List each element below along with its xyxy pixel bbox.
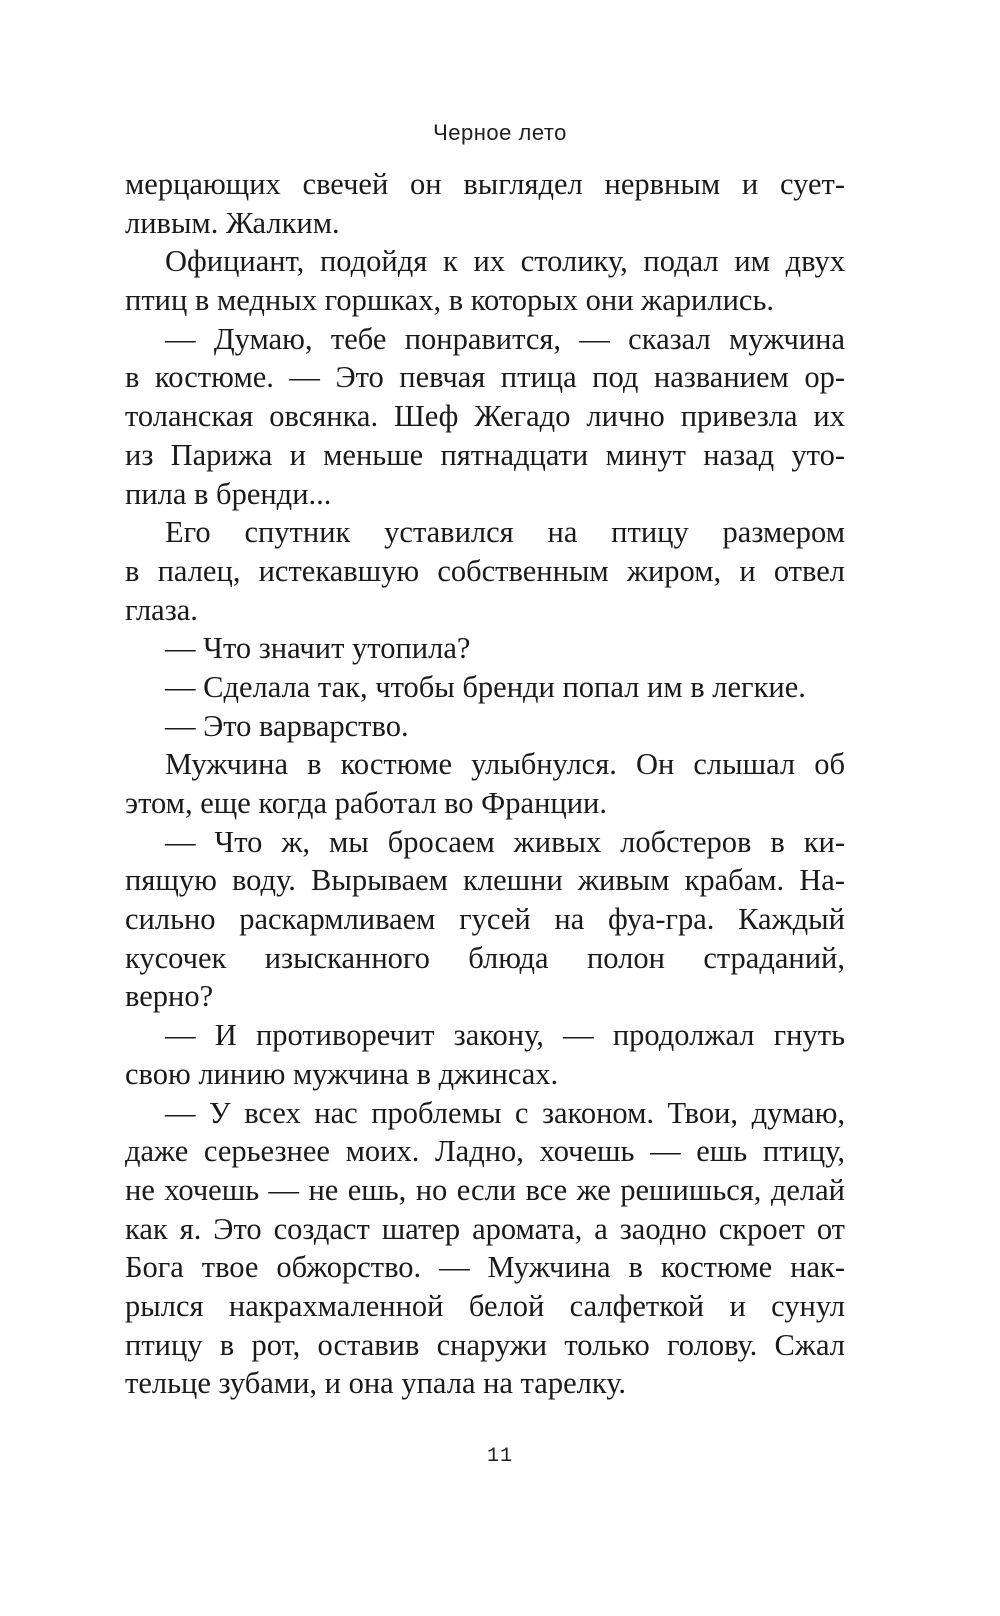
text-line: свою линию мужчина в джинсах. [125, 1056, 559, 1091]
text-line: из Парижа и меньше пятнадцати минут назад уто- [125, 437, 845, 472]
text-line: как я. Это создаст шатер аромата, а заодно скроет от [125, 1211, 845, 1246]
text-line: глаза. [125, 592, 198, 627]
text-line: Мужчина в костюме улыбнулся. Он слышал об [165, 747, 845, 782]
text-line: — Думаю, тебе понравится, — сказал мужчина [165, 321, 845, 356]
text-line: — Что ж, мы бросаем живых лобстеров в ки- [165, 824, 845, 859]
body-text [125, 165, 845, 1403]
running-header-title: Черное лето [433, 120, 567, 145]
text-line: пящую воду. Вырываем клешни живым крабам. На- [125, 863, 845, 898]
text-line: рылся накрахмаленной белой салфеткой и сунул [125, 1288, 845, 1323]
page-number: 11 [486, 1445, 513, 1468]
text-line: — И противоречит закону, — продолжал гнуть [165, 1018, 845, 1053]
text-line: сильно раскармливаем гусей на фуа-гра. Каждый [125, 902, 845, 937]
text-line: Его спутник уставился на птицу размером [165, 515, 845, 550]
text-line: толанская овсянка. Шеф Жегадо лично привезла их [125, 399, 845, 434]
text-line: тельце зубами, и она упала на тарелку. [125, 1366, 627, 1401]
text-line: птиц в медных горшках, в которых они жарились. [125, 283, 774, 318]
text-line: даже серьезнее моих. Ладно, хочешь — ешь птицу, [125, 1134, 845, 1169]
text-line: — Это варварство. [165, 708, 409, 743]
text-line: Официант, подойдя к их столику, подал им двух [165, 244, 845, 279]
text-line: в костюме. — Это певчая птица под названием ор- [125, 360, 845, 395]
text-line: верно? [125, 979, 214, 1014]
text-line: ливым. Жалким. [125, 205, 340, 240]
text-line: — Что значит утопила? [165, 631, 471, 666]
text-line: — У всех нас проблемы с законом. Твои, думаю, [165, 1095, 845, 1130]
text-line: птицу в рот, оставив снаружи только голову. Сжал [125, 1327, 845, 1362]
text-line: кусочек изысканного блюда полон страданий, [125, 940, 845, 975]
text-line: Бога твое обжорство. — Мужчина в костюме нак- [125, 1250, 845, 1285]
text-line: пила в бренди... [125, 476, 332, 511]
text-line: не хочешь — не ешь, но если все же решишься, делай [125, 1172, 845, 1207]
text-line: в палец, истекавшую собственным жиром, и отвел [125, 553, 845, 588]
text-line: — Сделала так, чтобы бренди попал им в легкие. [165, 669, 806, 704]
text-line: мерцающих свечей он выглядел нервным и сует- [125, 167, 845, 201]
text-line: этом, еще когда работал во Франции. [125, 786, 607, 820]
